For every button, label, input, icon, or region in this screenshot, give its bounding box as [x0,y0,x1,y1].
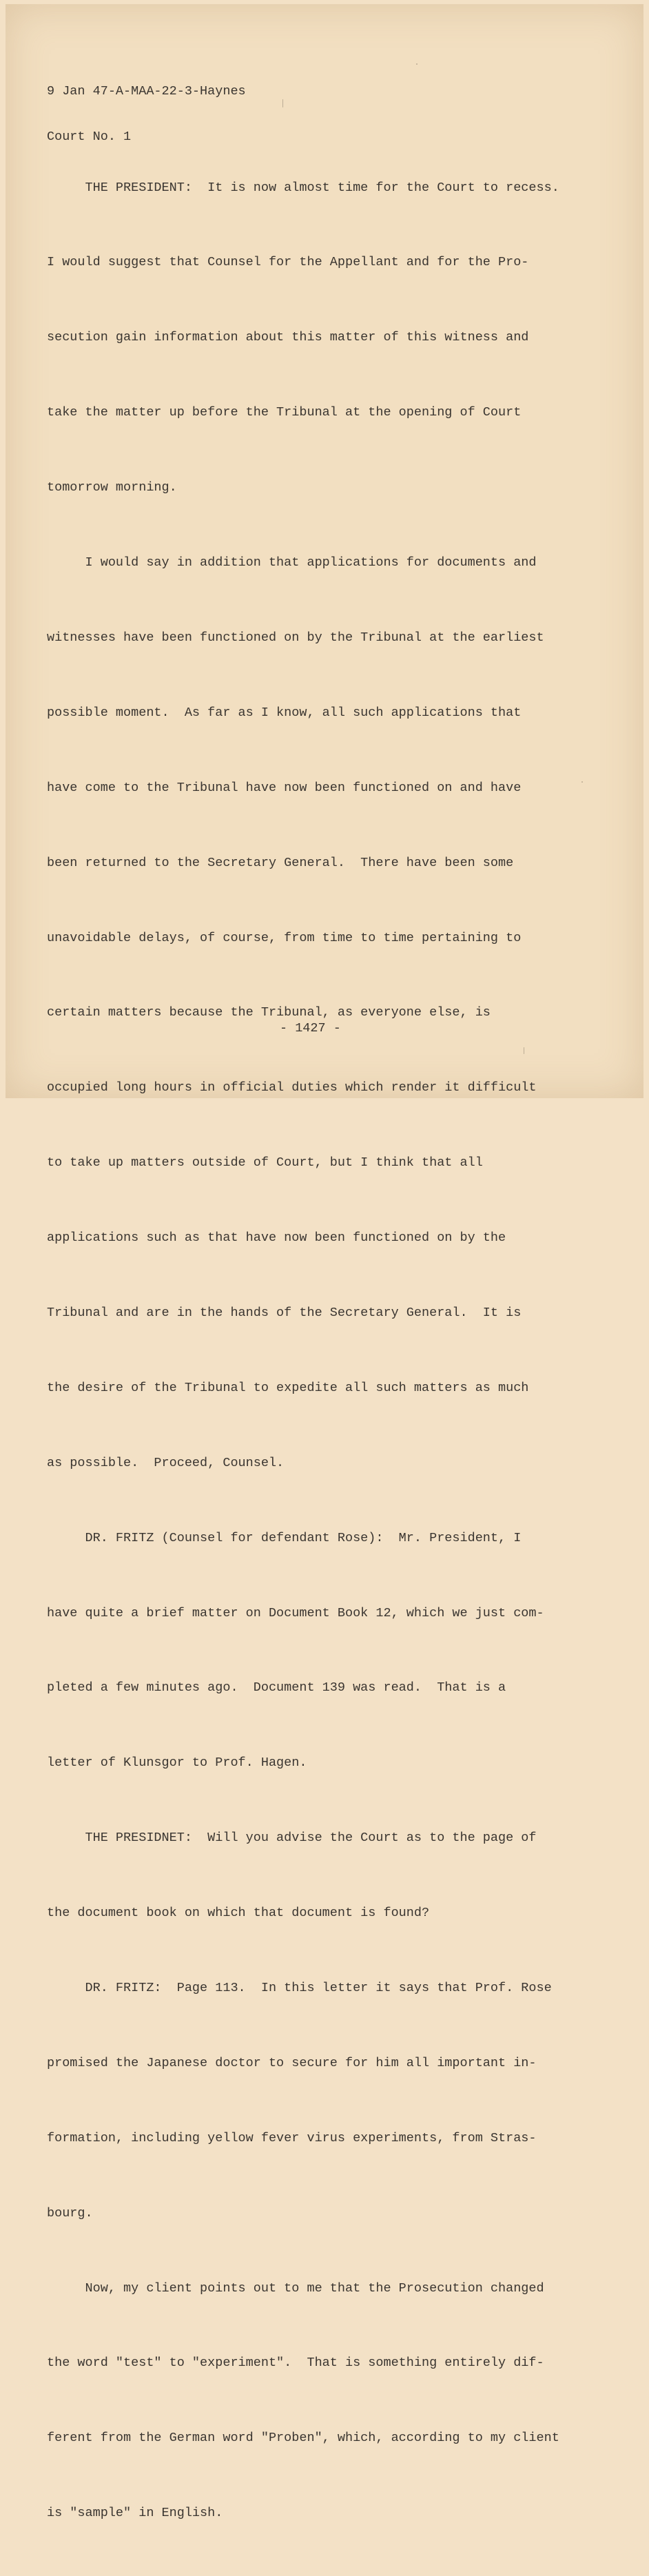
page-number: - 1427 - [280,1021,341,1035]
transcript-line: Tribunal and are in the hands of the Secretary General. It is [47,1305,522,1320]
transcript-line: tomorrow morning. [47,480,177,495]
ink-mark [282,99,283,107]
transcript-line: bourg. [47,2205,93,2220]
transcript-line: ferent from the German word "Proben", which, according to my client [47,2431,559,2446]
transcript-line: THE PRESIDNET: Will you advise the Court as to the page of [47,1831,537,1846]
transcript-line: take the matter up before the Tribunal at the opening of Court [47,405,522,420]
transcript-line: certain matters because the Tribunal, as everyone else, is [47,1005,491,1020]
transcript-line: unavoidable delays, of course, from time to time pertaining to [47,930,522,945]
transcript-line: formation, including yellow fever virus experiments, from Stras- [47,2130,537,2145]
transcript-line: letter of Klunsgor to Prof. Hagen. [47,1755,307,1771]
transcript-line: I would say in addition that applications for documents and [47,555,537,570]
transcript-line: I would suggest that Counsel for the Appellant and for the Pro- [47,255,529,270]
transcript-line: as possible. Proceed, Counsel. [47,1455,285,1470]
transcript-line: the desire of the Tribunal to expedite all such matters as much [47,1380,529,1395]
transcript-line: secution gain information about this matter of this witness and [47,330,529,345]
transcript-line: promised the Japanese doctor to secure for him all important in- [47,2055,537,2070]
transcript-line: witnesses have been functioned on by the Tribunal at the earliest [47,630,544,645]
transcript-line: have come to the Tribunal have now been functioned on and have [47,780,522,795]
transcript-line: to take up matters outside of Court, but I think that all [47,1155,483,1171]
document-page [6,4,643,2521]
ink-mark [581,781,583,783]
transcript-line: occupied long hours in official duties which render it difficult [47,1080,537,1095]
transcript-line: applications such as that have now been functioned on by the [47,1230,506,1246]
ink-mark [416,63,418,65]
transcript-line: have quite a brief matter on Document Book 12, which we just com- [47,1605,544,1620]
transcript-line: DR. FRITZ: Page 113. In this letter it says that Prof. Rose [47,1980,552,1995]
header-court: Court No. 1 [47,130,132,144]
transcript-line: DR. FRITZ (Counsel for defendant Rose): Mr. President, I [47,1530,522,1545]
transcript-line: the word "test" to "experiment". That is something entirely dif- [47,2356,544,2371]
transcript-line: THE PRESIDENT: It is now almost time for the Court to recess. [47,180,559,195]
transcript-line: pleted a few minutes ago. Document 139 was read. That is a [47,1680,506,1696]
transcript-line: Now, my client points out to me that the Prosecution changed [47,2280,544,2296]
transcript-line: possible moment. As far as I know, all such applications that [47,705,522,720]
transcript-line: the document book on which that document is found? [47,1906,430,1921]
transcript-line: been returned to the Secretary General. There have been some [47,855,514,870]
transcript-body [47,125,559,2576]
header-reference: 9 Jan 47-A-MAA-22-3-Haynes [47,84,246,99]
transcript-line: is "sample" in English. [47,2506,223,2521]
